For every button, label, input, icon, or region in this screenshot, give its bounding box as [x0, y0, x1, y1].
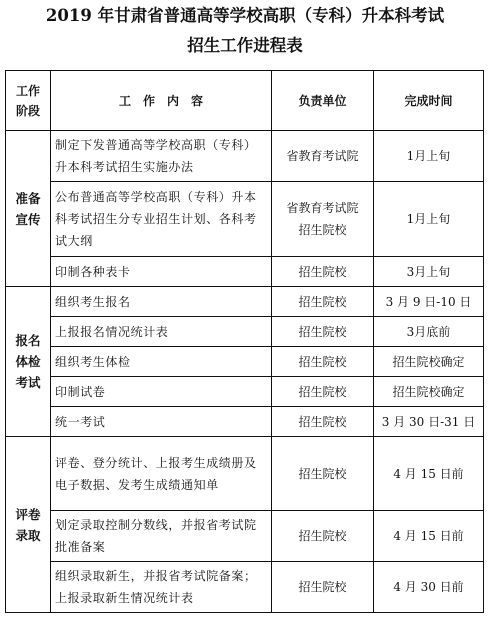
- stage-label: 评卷: [15, 506, 41, 522]
- row-content: 划定录取控制分数线，并报省考试院批准备案: [51, 511, 272, 562]
- table-row: [6, 182, 484, 257]
- stage-label: 录取: [15, 527, 41, 543]
- row-time: 3 月 9 日-10 日: [374, 287, 484, 317]
- row-content: 组织考生报名: [51, 287, 272, 317]
- table-row: [6, 287, 484, 317]
- row-time: 招生院校确定: [374, 377, 484, 407]
- stage-label: 报名: [15, 333, 41, 348]
- row-content: 公布普通高等学校高职（专科）升本科考试招生分专业招生计划、各科考试大纲: [51, 182, 272, 257]
- row-unit: 招生院校: [272, 437, 374, 511]
- row-time: 4 月 15 日前: [374, 437, 484, 511]
- header-time: 完成时间: [374, 71, 484, 131]
- row-content: 印制试卷: [51, 377, 272, 407]
- row-time: 3月底前: [374, 317, 484, 347]
- table-row: [6, 257, 484, 287]
- row-unit: 省教育考试院: [272, 131, 374, 182]
- row-content: 组织考生体检: [51, 347, 272, 377]
- row-time: 4 月 30 日前: [374, 562, 484, 613]
- header-unit: 负责单位: [272, 71, 374, 131]
- stage-label: 宣传: [15, 211, 41, 227]
- row-content: 制定下发普通高等学校高职（专科）升本科考试招生实施办法: [51, 131, 272, 182]
- table-row: [6, 437, 484, 511]
- header-content: 工 作 内 容: [51, 71, 272, 131]
- row-content: 印制各种表卡: [51, 257, 272, 287]
- header-stage: [6, 71, 51, 131]
- stage-label: 准备: [15, 190, 41, 206]
- table-row: [6, 347, 484, 377]
- stage-cell-grading: [6, 437, 51, 613]
- row-time: 1月上旬: [374, 131, 484, 182]
- header-stage-line1: 工作: [15, 83, 40, 98]
- row-time: 1月上旬: [374, 182, 484, 257]
- table-row: [6, 317, 484, 347]
- row-time: 4 月 15 日前: [374, 511, 484, 562]
- document-title-line1: 2019 年甘肃省普通高等学校高职（专科）升本科考试: [45, 6, 445, 25]
- row-unit: 招生院校: [272, 377, 374, 407]
- header-stage-line2: 阶段: [15, 103, 40, 118]
- row-time: 招生院校确定: [374, 347, 484, 377]
- stage-label: 考试: [15, 375, 41, 390]
- row-unit: 招生院校: [272, 407, 374, 437]
- table-row: [6, 377, 484, 407]
- row-content: 评卷、登分统计、上报考生成绩册及电子数据、发考生成绩通知单: [51, 437, 272, 511]
- row-unit: 招生院校: [272, 317, 374, 347]
- table-row: [6, 511, 484, 562]
- table-row: [6, 407, 484, 437]
- row-time: 3月上旬: [374, 257, 484, 287]
- row-unit: 招生院校: [272, 511, 374, 562]
- row-content: 组织录取新生，并报省考试院备案；上报录取新生情况统计表: [51, 562, 272, 613]
- row-unit: 省教育考试院招生院校: [272, 182, 374, 257]
- row-unit: 招生院校: [272, 347, 374, 377]
- schedule-table: [5, 70, 484, 613]
- header-row: [6, 71, 484, 131]
- stage-cell-register: [6, 287, 51, 437]
- row-unit: 招生院校: [272, 562, 374, 613]
- row-unit: 招生院校: [272, 287, 374, 317]
- document-title-line2: 招生工作进程表: [187, 36, 303, 55]
- table-row: [6, 131, 484, 182]
- stage-cell-prepare: [6, 131, 51, 287]
- table-row: [6, 562, 484, 613]
- row-time: 3 月 30 日-31 日: [374, 407, 484, 437]
- row-content: 上报报名情况统计表: [51, 317, 272, 347]
- stage-label: 体检: [15, 354, 41, 369]
- row-content: 统一考试: [51, 407, 272, 437]
- row-unit: 招生院校: [272, 257, 374, 287]
